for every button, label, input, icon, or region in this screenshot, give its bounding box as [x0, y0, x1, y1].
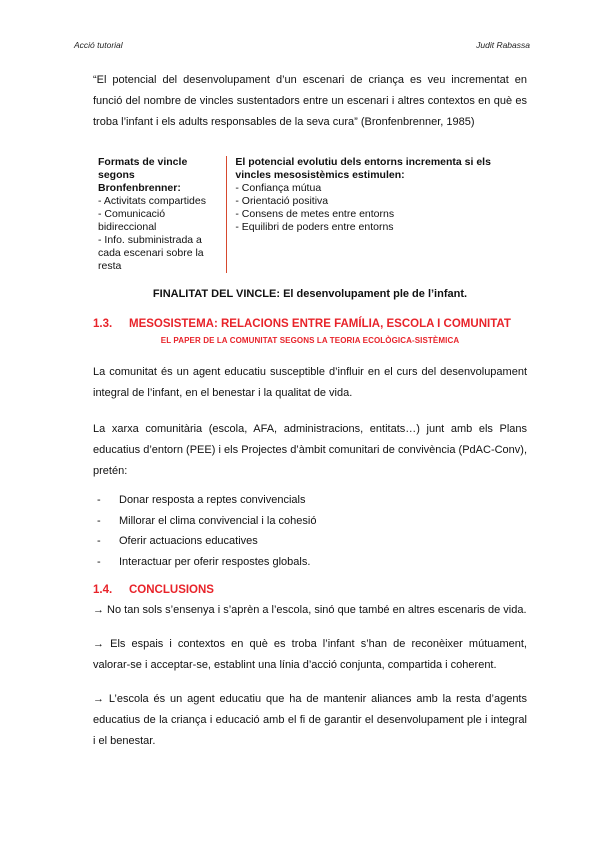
- header-course: Acció tutorial: [74, 40, 123, 50]
- potencial-item: - Equilibri de poders entre entorns: [235, 221, 394, 233]
- potencial-item: - Consens de metes entre entorns: [235, 208, 395, 220]
- potencial-title: El potencial evolutiu dels entorns incrementa si els vincles mesosistèmics estimulen:: [235, 156, 491, 181]
- dash-marker: -: [97, 514, 101, 527]
- header-author: Judit Rabassa: [476, 40, 530, 50]
- conclusion-1: → No tan sols s’ensenya i s’aprèn a l’escola, sinó que també en altres escenaris de vida.: [93, 604, 527, 616]
- formats-title: Formats de vincle segons Bronfenbrenner:: [98, 156, 188, 194]
- section-number: 1.4.: [93, 584, 113, 596]
- formats-column: [98, 156, 226, 273]
- list-item: [93, 552, 527, 573]
- list-item: [93, 511, 527, 532]
- page-content: [93, 70, 527, 752]
- section-subtitle: EL PAPER DE LA COMUNITAT SEGONS LA TEORIA ECOLÒGICA-SISTÈMICA: [160, 336, 460, 345]
- potencial-item: - Confiança mútua: [235, 182, 322, 194]
- list-item: [93, 531, 527, 552]
- list-item: [93, 490, 527, 511]
- vincle-columns: [98, 156, 527, 273]
- conclusion-2: → Els espais i contextos en què es troba l’infant s’han de reconèixer mútuament, valorar-se i acceptar-se, establint una línia d’acció conjunta, compartida i coherent.: [93, 638, 527, 671]
- list-item-text: Millorar el clima convivencial i la cohesió: [119, 514, 317, 527]
- finalitat-statement: FINALITAT DEL VINCLE: El desenvolupament ple de l’infant.: [152, 288, 468, 300]
- section-1-4-heading: [93, 584, 527, 596]
- dash-marker: -: [97, 535, 101, 547]
- formats-item: - Info. subministrada a cada escenari sobre la resta: [98, 234, 204, 272]
- potencial-item: - Orientació positiva: [235, 195, 329, 207]
- objectives-list: [93, 490, 527, 572]
- bronfenbrenner-quote: “El potencial del desenvolupament d’un escenari de criança es veu incrementat en funció del nombre de vincles sustentadors entre un escenari i altres contextos en què es troba l’infant i els adults responsables de la seva cura” (Bronfenbrenner, 1985): [93, 74, 527, 128]
- formats-item: - Activitats compartides: [98, 195, 206, 207]
- xarxa-paragraph: La xarxa comunitària (escola, AFA, administracions, entitats…) junt amb els Plans educatius d’entorn (PEE) i els Projectes d’àmbit comunitari de convivència (PdAC-Conv), pretén:: [93, 423, 527, 477]
- dash-marker: -: [97, 494, 101, 506]
- list-item-text: Oferir actuacions educatives: [119, 535, 258, 547]
- section-title: CONCLUSIONS: [129, 584, 214, 596]
- dash-marker: -: [97, 555, 101, 568]
- potencial-column: [226, 156, 527, 273]
- formats-item: - Comunicació bidireccional: [98, 208, 166, 233]
- comunitat-paragraph: La comunitat és un agent educatiu susceptible d’influir en el curs del desenvolupament integral de l’infant, en el benestar i la qualitat de vida.: [93, 366, 527, 399]
- list-item-text: Interactuar per oferir respostes globals.: [119, 555, 311, 568]
- section-title: MESOSISTEMA: RELACIONS ENTRE FAMÍLIA, ESCOLA I COMUNITAT: [129, 318, 511, 330]
- list-item-text: Donar resposta a reptes convivencials: [119, 494, 306, 506]
- conclusion-3: → L’escola és un agent educatiu que ha de mantenir aliances amb la resta d’agents educatius de la criança i educació amb el fi de garantir el desenvolupament ple i integral i el benestar.: [93, 693, 527, 747]
- section-number: 1.3.: [93, 318, 113, 330]
- section-1-3-heading: [93, 318, 527, 330]
